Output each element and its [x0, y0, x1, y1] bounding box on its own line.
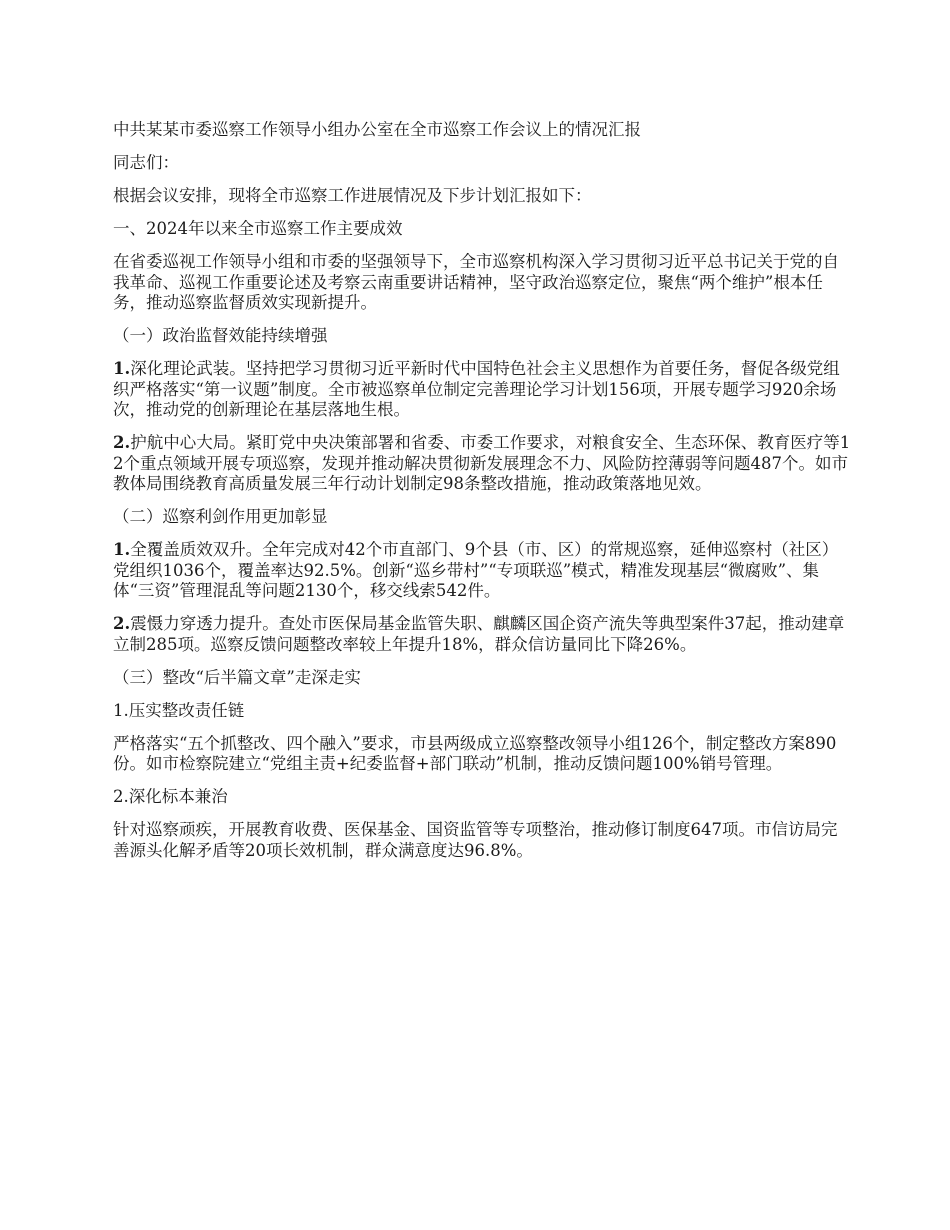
intro-paragraph: 根据会议安排，现将全市巡察工作进展情况及下步计划汇报如下：: [113, 186, 592, 205]
subsection-heading-2: （二）巡察利剑作用更加彰显: [113, 507, 328, 526]
item-3-1-heading: 1.压实整改责任链: [113, 700, 245, 720]
item-text: 深化理论武装。坚持把学习贯彻习近平新时代中国特色社会主义思想作为首要任务，督促各级党组织严格落实“第一议题”制度。全市被巡察单位制定完善理论学习计划156项，开展专题学习920余场次，推动党的创新理论在基层落地生根。: [113, 359, 840, 419]
item-text: 震慑力穿透力提升。查处市医保局基金监管失职、麒麟区国企资产流失等典型案件37起，推动建章立制285项。巡察反馈问题整改率较上年提升18%，群众信访量同比下降26%。: [113, 614, 845, 654]
section-1-paragraph: 在省委巡视工作领导小组和市委的坚强领导下，全市巡察机构深入学习贯彻习近平总书记关于党的自我革命、巡视工作重要论述及考察云南重要讲话精神，坚守政治巡察定位，聚焦“两个维护”根本任务，推动巡察监督质效实现新提升。: [113, 252, 839, 312]
document-body: [113, 120, 853, 874]
item-1-2: [113, 433, 853, 495]
item-text: 全覆盖质效双升。全年完成对42个市直部门、9个县（市、区）的常规巡察，延伸巡察村（社区）党组织1036个，覆盖率达92.5%。创新“巡乡带村”“专项联巡”模式，精准发现基层“微腐败”、集体“三资”管理混乱等问题2130个，移交线索542件。: [113, 540, 839, 600]
item-2-1: [113, 540, 853, 602]
section-heading-1: 一、2024年以来全市巡察工作主要成效: [113, 219, 403, 238]
document-title: 中共某某市委巡察工作领导小组办公室在全市巡察工作会议上的情况汇报: [113, 120, 641, 139]
greeting: 同志们：: [113, 153, 179, 172]
item-number: 1.: [113, 359, 131, 378]
item-3-1-paragraph: 严格落实“五个抓整改、四个融入”要求，市县两级成立巡察整改领导小组126个，制定整改方案890份。如市检察院建立“党组主责+纪委监督+部门联动”机制，推动反馈问题100%销号管理。: [113, 733, 837, 773]
item-text: 护航中心大局。紧盯党中央决策部署和省委、市委工作要求，对粮食安全、生态环保、教育医疗等12个重点领域开展专项巡察，发现并推动解决贯彻新发展理念不力、风险防控薄弱等问题487个。如市教体局围绕教育高质量发展三年行动计划制定98条整改措施，推动政策落地见效。: [113, 433, 851, 493]
subsection-heading-1: （一）政治监督效能持续增强: [113, 326, 328, 345]
item-number: 2.: [113, 614, 131, 633]
item-1-1: [113, 359, 853, 421]
subsection-heading-3: （三）整改“后半篇文章”走深走实: [113, 667, 361, 687]
item-2-2: [113, 614, 853, 655]
item-number: 1.: [113, 540, 131, 559]
item-3-2-paragraph: 针对巡察顽疾，开展教育收费、医保基金、国资监管等专项整治，推动修订制度647项。市信访局完善源头化解矛盾等20项长效机制，群众满意度达96.8%。: [113, 820, 838, 860]
item-3-2-heading: 2.深化标本兼治: [113, 787, 228, 806]
item-number: 2.: [113, 433, 131, 452]
